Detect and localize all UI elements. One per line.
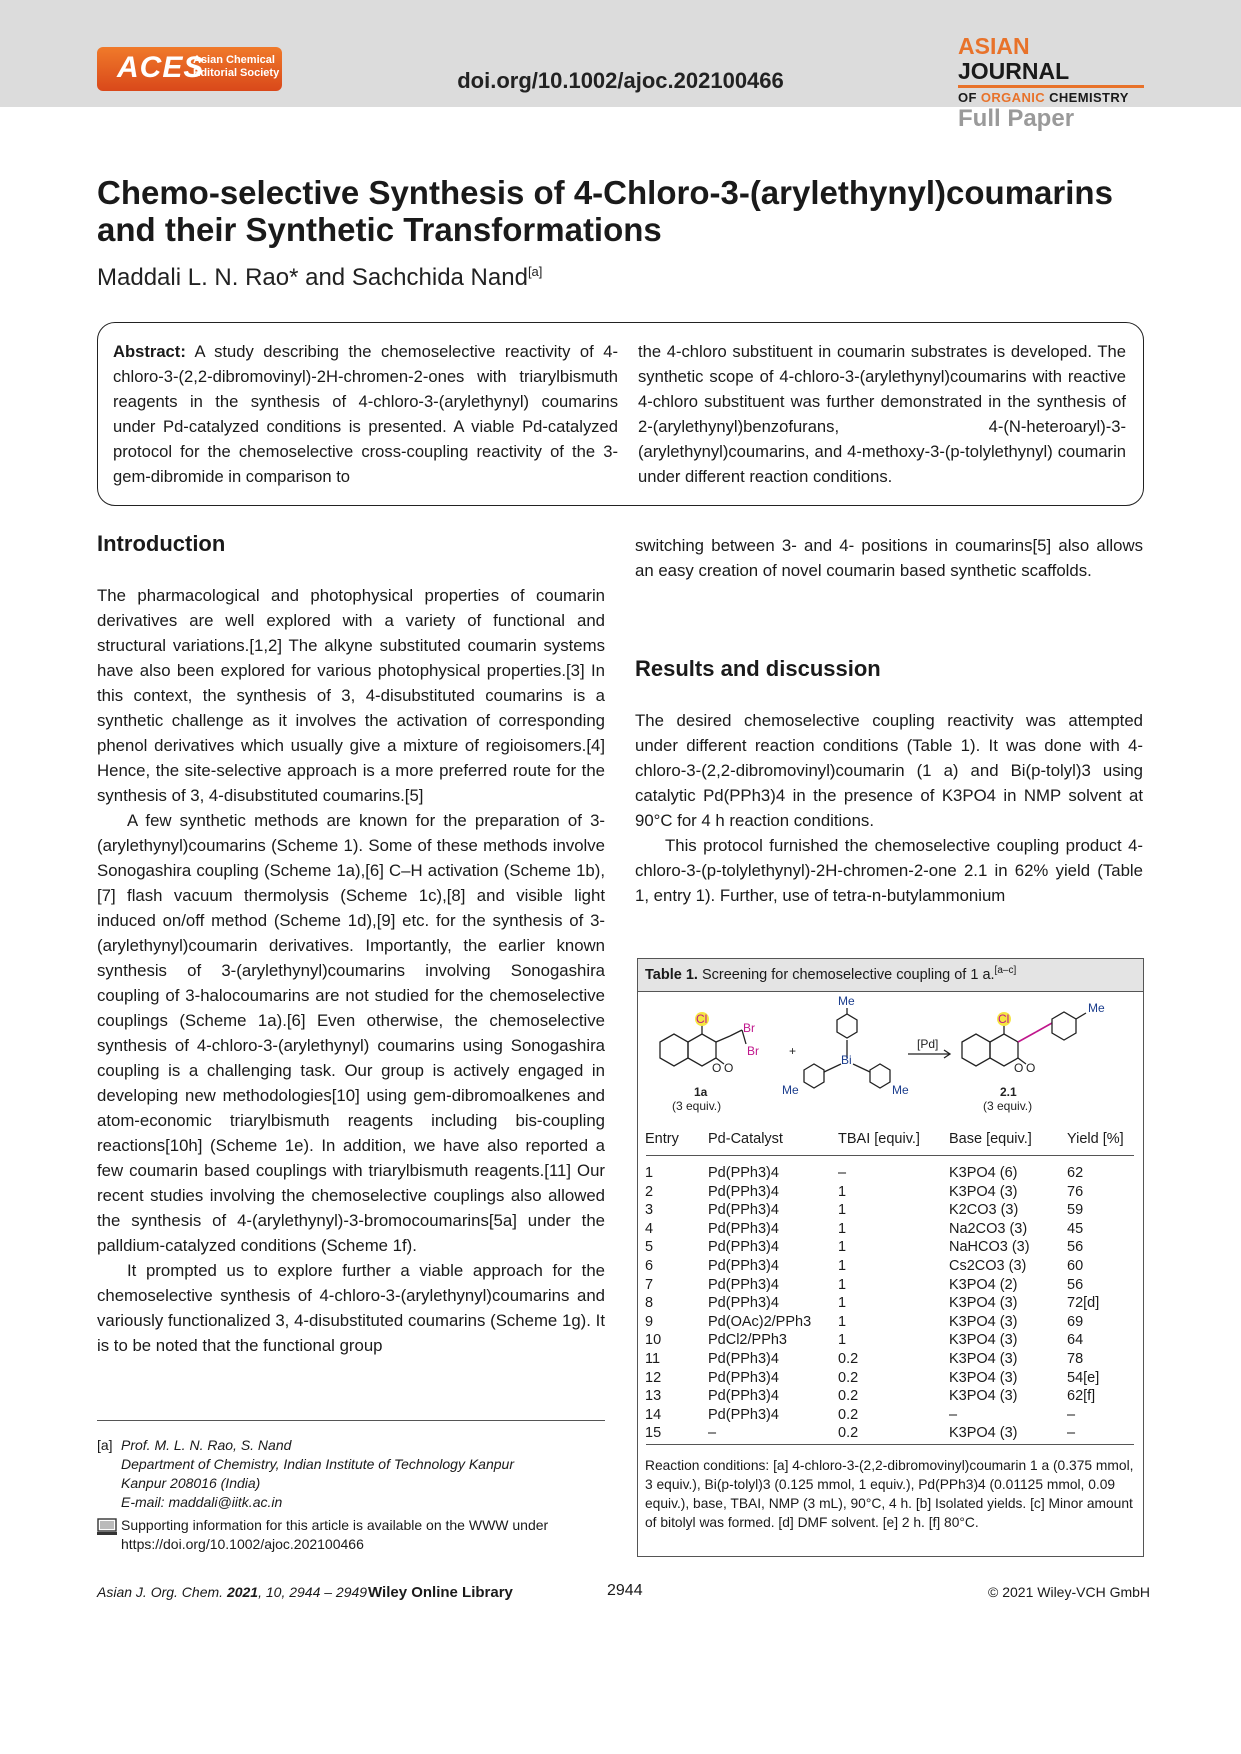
table-cell: Pd(PPh3)4 [708,1220,779,1237]
footnote-rule [97,1420,605,1421]
table-1 [637,958,1144,1557]
table-cell: 76 [1067,1183,1084,1200]
table-cell: 62[f] [1067,1388,1096,1405]
table-caption-sup: [a–c] [994,965,1017,977]
prod-o-label-2: O [1026,1061,1036,1075]
footer-page-number: 2944 [607,1582,643,1599]
catalyst-label: [Pd] [917,1037,939,1051]
table-cell: 14 [645,1406,662,1423]
table-cell: 9 [645,1313,654,1330]
table-cell: 72[d] [1067,1295,1100,1312]
col-yield: Yield [%] [1067,1131,1124,1147]
table-caption [638,959,1143,992]
table-cell: Pd(PPh3)4 [708,1276,779,1293]
title-line-1: Chemo-selective Synthesis of 4-Chloro-3-(arylethynyl)coumarins [97,174,1113,211]
table-cell: Pd(PPh3)4 [708,1202,779,1219]
table-cell: 69 [1067,1313,1084,1330]
sm-br-label-1: Br [743,1021,755,1035]
sm-br-label-2: Br [747,1044,759,1058]
authors [97,264,542,292]
table-cell: 56 [1067,1239,1084,1256]
intro-paragraph-3: It prompted us to explore further a viable approach for the chemoselective synthesis of 4-chloro-3-(arylethynyl)coumarins and variously functionalized 3, 4-disubstituted coumarins (Scheme 1g). It is to be noted that the functional group [97,1261,605,1355]
table-cell: 2 [645,1183,654,1200]
plus-sign: + [789,1044,797,1058]
table-cell: K3PO4 (3) [949,1313,1018,1330]
sm-compound-label: 1a [694,1085,708,1099]
footnotes [97,1436,607,1554]
journal-logo [958,34,1144,131]
table-cell: 0.2 [838,1388,859,1405]
prod-benzene-ring [962,1034,990,1066]
computer-icon [97,1518,117,1536]
table-cell: 8 [645,1295,654,1312]
col-tbai: TBAI [equiv.] [838,1131,920,1147]
results-paragraph-2: This protocol furnished the chemoselective coupling product 4-chloro-3-(p-tolylethynyl)-2H-chromen-2-one 2.1 in 62% yield (Table 1, entry 1). Further, use of tetra-n-butylammonium [635,836,1143,905]
table-cell: 5 [645,1239,654,1256]
reaction-scheme [638,992,1143,1122]
table-cell: Pd(OAc)2/PPh3 [708,1313,812,1330]
bi-me-right: Me [892,1083,909,1097]
table-cell: – [708,1425,717,1442]
table-caption-text: Screening for chemoselective coupling of 1 a. [701,967,995,983]
table-cell: – [1067,1425,1076,1442]
bi-me-top: Me [838,994,855,1008]
table-cell: 62 [1067,1165,1084,1181]
table-cell: Pd(PPh3)4 [708,1388,779,1405]
footer-journal: Asian J. Org. Chem. [97,1584,224,1600]
journal-word-chemistry: CHEMISTRY [1049,90,1129,105]
journal-word-organic: ORGANIC [980,90,1046,105]
table-cell: 4 [645,1220,654,1237]
table-cell: K3PO4 (3) [949,1332,1018,1349]
intro-body [97,583,605,1358]
table-cell: Pd(PPh3)4 [708,1369,779,1386]
table-cell: 1 [838,1313,847,1330]
table-cell: 60 [1067,1258,1084,1274]
table-cell: PdCl2/PPh3 [708,1332,787,1349]
col-catalyst: Pd-Catalyst [708,1131,783,1147]
prod-tolyl-ring [1052,1012,1076,1040]
affiliation-note [97,1436,607,1512]
table-cell: K3PO4 (6) [949,1165,1018,1181]
table-cell: 6 [645,1258,654,1274]
abstract-left [113,339,618,489]
table-cell: Pd(PPh3)4 [708,1295,779,1312]
table-cell: 1 [838,1220,847,1237]
bi-aryl-top [837,1014,857,1038]
table-cell: K3PO4 (3) [949,1351,1018,1367]
prod-compound-label: 2.1 [1000,1085,1017,1099]
paper-type: Full Paper [958,105,1075,132]
col-base: Base [equiv.] [949,1131,1032,1147]
prod-me-label: Me [1088,1001,1105,1015]
table-cell: 64 [1067,1332,1084,1349]
table-cell: 78 [1067,1351,1084,1367]
table-notes: Reaction conditions: [a] 4-chloro-3-(2,2-dibromovinyl)coumarin 1 a (0.375 mmol, 3 equiv.), Bi(p-tolyl)3 (0.125 mmol, 1 equiv.), Pd(PPh3)4 (0.01125 mmol, 0.09 equiv.), base, TBAI, NMP (3 mL), 90°C, 4 h. [b] Isolated yields. [c] Minor amount of bitolyl was formed. [d] DMF solvent. [e] 2 h. [f] 80°C. [645,1458,1134,1530]
footer-volume-pages: , 10, 2944 – 2949 [258,1584,368,1600]
supporting-info-line-1: Supporting information for this article is available on the WWW under [121,1517,549,1533]
table-cell: Cs2CO3 (3) [949,1258,1027,1274]
footer-year: 2021 [226,1584,259,1600]
table-cell: 3 [645,1202,654,1219]
table-cell: 1 [838,1295,847,1312]
author-names: Maddali L. N. Rao* and Sachchida Nand [97,264,528,291]
logo-line-2: Editorial Society [193,67,280,79]
prod-o-label-1: O [1014,1061,1024,1075]
prod-equiv-label: (3 equiv.) [983,1099,1033,1113]
affiliation-line-3: Kanpur 208016 (India) [121,1475,261,1491]
table-cell: 59 [1067,1202,1084,1219]
table-cell: 13 [645,1388,662,1405]
bi-me-left: Me [782,1083,799,1097]
intro-paragraph-2: A few synthetic methods are known for the preparation of 3-(arylethynyl)coumarins (Scheme 1). Some of these methods involve Sonogashira coupling (Scheme 1a),[6] C–H activation (Scheme 1b),[7] flash vacuum thermolysis (Scheme 1c),[8] and visible light induced on/off method (Scheme 1d),[9] etc. for the synthesis of 3-(arylethynyl)coumarin derivatives. Importantly, the earlier known synthesis of 3-(arylethynyl)coumarins involving Sonogashira coupling of 3-halocoumarins are not studied for the chemoselective couplings (Scheme 1a).[6] Even otherwise, the chemoselective synthesis of 4-chloro-3-(arylethynyl) coumarins using Sonogashira coupling is a challenging task. Our group is actively engaged in developing new methodologies[10] using gem-dibromoalkenes and atom-economic triarylbismuth reagents including bis-coupling reactions[10h] (Scheme 1e). In addition, we have also reported a few coumarin based couplings with triarylbismuth reagents.[11] Our recent studies involving the chemoselective couplings also allowed the synthesis of 4-(arylethynyl)-3-bromocoumarins[5a] under the palldium-catalyzed conditions (Scheme 1f). [97,811,605,1255]
logo-line-1: Asian Chemical [193,54,275,66]
table-cell: Pd(PPh3)4 [708,1258,779,1274]
bi-label: Bi [841,1053,852,1067]
table-header-rule [646,1155,1134,1156]
table-cell: Pd(PPh3)4 [708,1406,779,1423]
affiliation-label: [a] [97,1437,113,1453]
table-cell: 12 [645,1369,662,1386]
table-cell: 11 [645,1351,661,1367]
table-cell: 1 [838,1183,847,1200]
sm-o-label-1: O [712,1061,722,1075]
bi-aryl-right [870,1064,890,1088]
table-cell: Na2CO3 (3) [949,1220,1028,1237]
table-cell: K3PO4 (3) [949,1183,1018,1200]
author-affiliation-sup: [a] [527,264,543,279]
table-cell: 0.2 [838,1425,859,1442]
table-cell: 1 [838,1239,847,1256]
table-cell: – [949,1406,958,1423]
results-paragraph-1: The desired chemoselective coupling reactivity was attempted under different reaction conditions (Table 1). It was done with 4-chloro-3-(2,2-dibromovinyl)coumarin (1 a) and Bi(p-tolyl)3 using catalytic Pd(PPh3)4 in the presence of K3PO4 in NMP solvent at 90°C for 4 h reaction conditions. [635,711,1143,830]
table-cell: Pd(PPh3)4 [708,1165,779,1181]
table-cell: NaHCO3 (3) [949,1239,1030,1256]
table-cell: 0.2 [838,1406,859,1423]
table-bottom-rule [646,1444,1134,1445]
supporting-info-note [97,1516,607,1554]
table-cell: 10 [645,1332,662,1349]
table-cell: 1 [645,1165,654,1181]
table-cell: K3PO4 (2) [949,1276,1018,1293]
table-cell: 7 [645,1276,654,1293]
sm-cl-label: Cl [696,1012,708,1026]
intro-paragraph-1: The pharmacological and photophysical properties of coumarin derivatives are well explored with a variety of functional and structural variations.[1,2] The alkyne substituted coumarin systems have also been explored for various photophysical properties.[3] In this context, the synthesis of 3, 4-disubstituted coumarins is a synthetic challenge as it involves the activation of corresponding phenol derivatives which usually give a mixture of regioisomers.[4] Hence, the site-selective approach is a more preferred route for the synthesis of 3, 4-disubstituted coumarins.[5] [97,586,605,805]
table-cell: 1 [838,1202,847,1219]
abstract-box [97,322,1144,506]
sm-o-label-2: O [724,1061,734,1075]
table-cell: 1 [838,1332,847,1349]
table-cell: 54[e] [1067,1369,1100,1386]
results-heading: Results and discussion [635,656,881,681]
table-cell: 0.2 [838,1369,859,1386]
col-entry: Entry [645,1131,679,1147]
footer-library[interactable]: Wiley Online Library [368,1584,513,1601]
journal-word-asian: ASIAN [958,33,1030,59]
sm-equiv-label: (3 equiv.) [672,1099,722,1113]
doi-link[interactable]: doi.org/10.1002/ajoc.202100466 [457,68,784,93]
table-cell: Pd(PPh3)4 [708,1239,779,1256]
right-paragraph-0: switching between 3- and 4- positions in coumarins[5] also allows an easy creation of novel coumarin based synthetic scaffolds. [635,536,1143,580]
affiliation-line-1: Prof. M. L. N. Rao, S. Nand [121,1437,292,1453]
table-cell: 45 [1067,1220,1084,1237]
abstract-left-text: A study describing the chemoselective reactivity of 4-chloro-3-(2,2-dibromovinyl)-2H-chromen-2-ones with triarylbismuth reagents in the synthesis of 4-chloro-3-(arylethynyl) coumarins under Pd-catalyzed conditions is presented. A viable Pd-catalyzed protocol for the chemoselective cross-coupling reactivity of the 3-gem-dibromide in comparison to [113,342,618,486]
table-cell: Pd(PPh3)4 [708,1183,779,1200]
table-cell: 15 [645,1425,662,1442]
affiliation-line-2: Department of Chemistry, Indian Institute of Technology Kanpur [121,1456,514,1472]
table-cell: Pd(PPh3)4 [708,1351,779,1367]
footer-copyright: © 2021 Wiley-VCH GmbH [988,1584,1151,1600]
table-cell: K3PO4 (3) [949,1295,1018,1312]
table-cell: K3PO4 (3) [949,1388,1018,1405]
table-cell: 56 [1067,1276,1084,1293]
table-cell: – [838,1165,847,1181]
intro-heading: Introduction [97,531,226,556]
affiliation-email[interactable]: E-mail: maddali@iitk.ac.in [121,1494,283,1510]
abstract-right: the 4-chloro substituent in coumarin substrates is developed. The synthetic scope of 4-chloro-3-(arylethynyl)coumarins with reactive 4-chloro substituent was further demonstrated in the synthesis of 2-(arylethynyl)benzofurans, 4-(N-heteroaryl)-3-(arylethynyl)coumarins, and 4-methoxy-3-(p-tolylethynyl) coumarin under different reaction conditions. [638,342,1126,486]
journal-word-journal: JOURNAL [958,58,1070,84]
table-cell: 0.2 [838,1351,859,1367]
title-line-2: and their Synthetic Transformations [97,211,662,248]
journal-rule [958,85,1144,88]
prod-cl-label: Cl [998,1012,1010,1026]
bi-aryl-left [804,1064,824,1088]
journal-word-of: OF [958,90,977,105]
abstract-label: Abstract: [113,342,186,361]
table-cell: 1 [838,1276,847,1293]
footer-citation [97,1584,367,1600]
sm-benzene-ring [660,1034,688,1066]
table-cell: – [1067,1406,1076,1423]
supporting-info-link[interactable]: https://doi.org/10.1002/ajoc.202100466 [121,1536,364,1552]
results-body [635,708,1143,908]
table-caption-label: Table 1. [645,967,698,983]
table-cell: K3PO4 (3) [949,1369,1018,1386]
table-cell: K2CO3 (3) [949,1202,1019,1219]
logo-main: ACES [117,51,205,84]
table-cell: K3PO4 (3) [949,1425,1018,1442]
table-cell: 1 [838,1258,847,1274]
article-title [97,174,1147,248]
